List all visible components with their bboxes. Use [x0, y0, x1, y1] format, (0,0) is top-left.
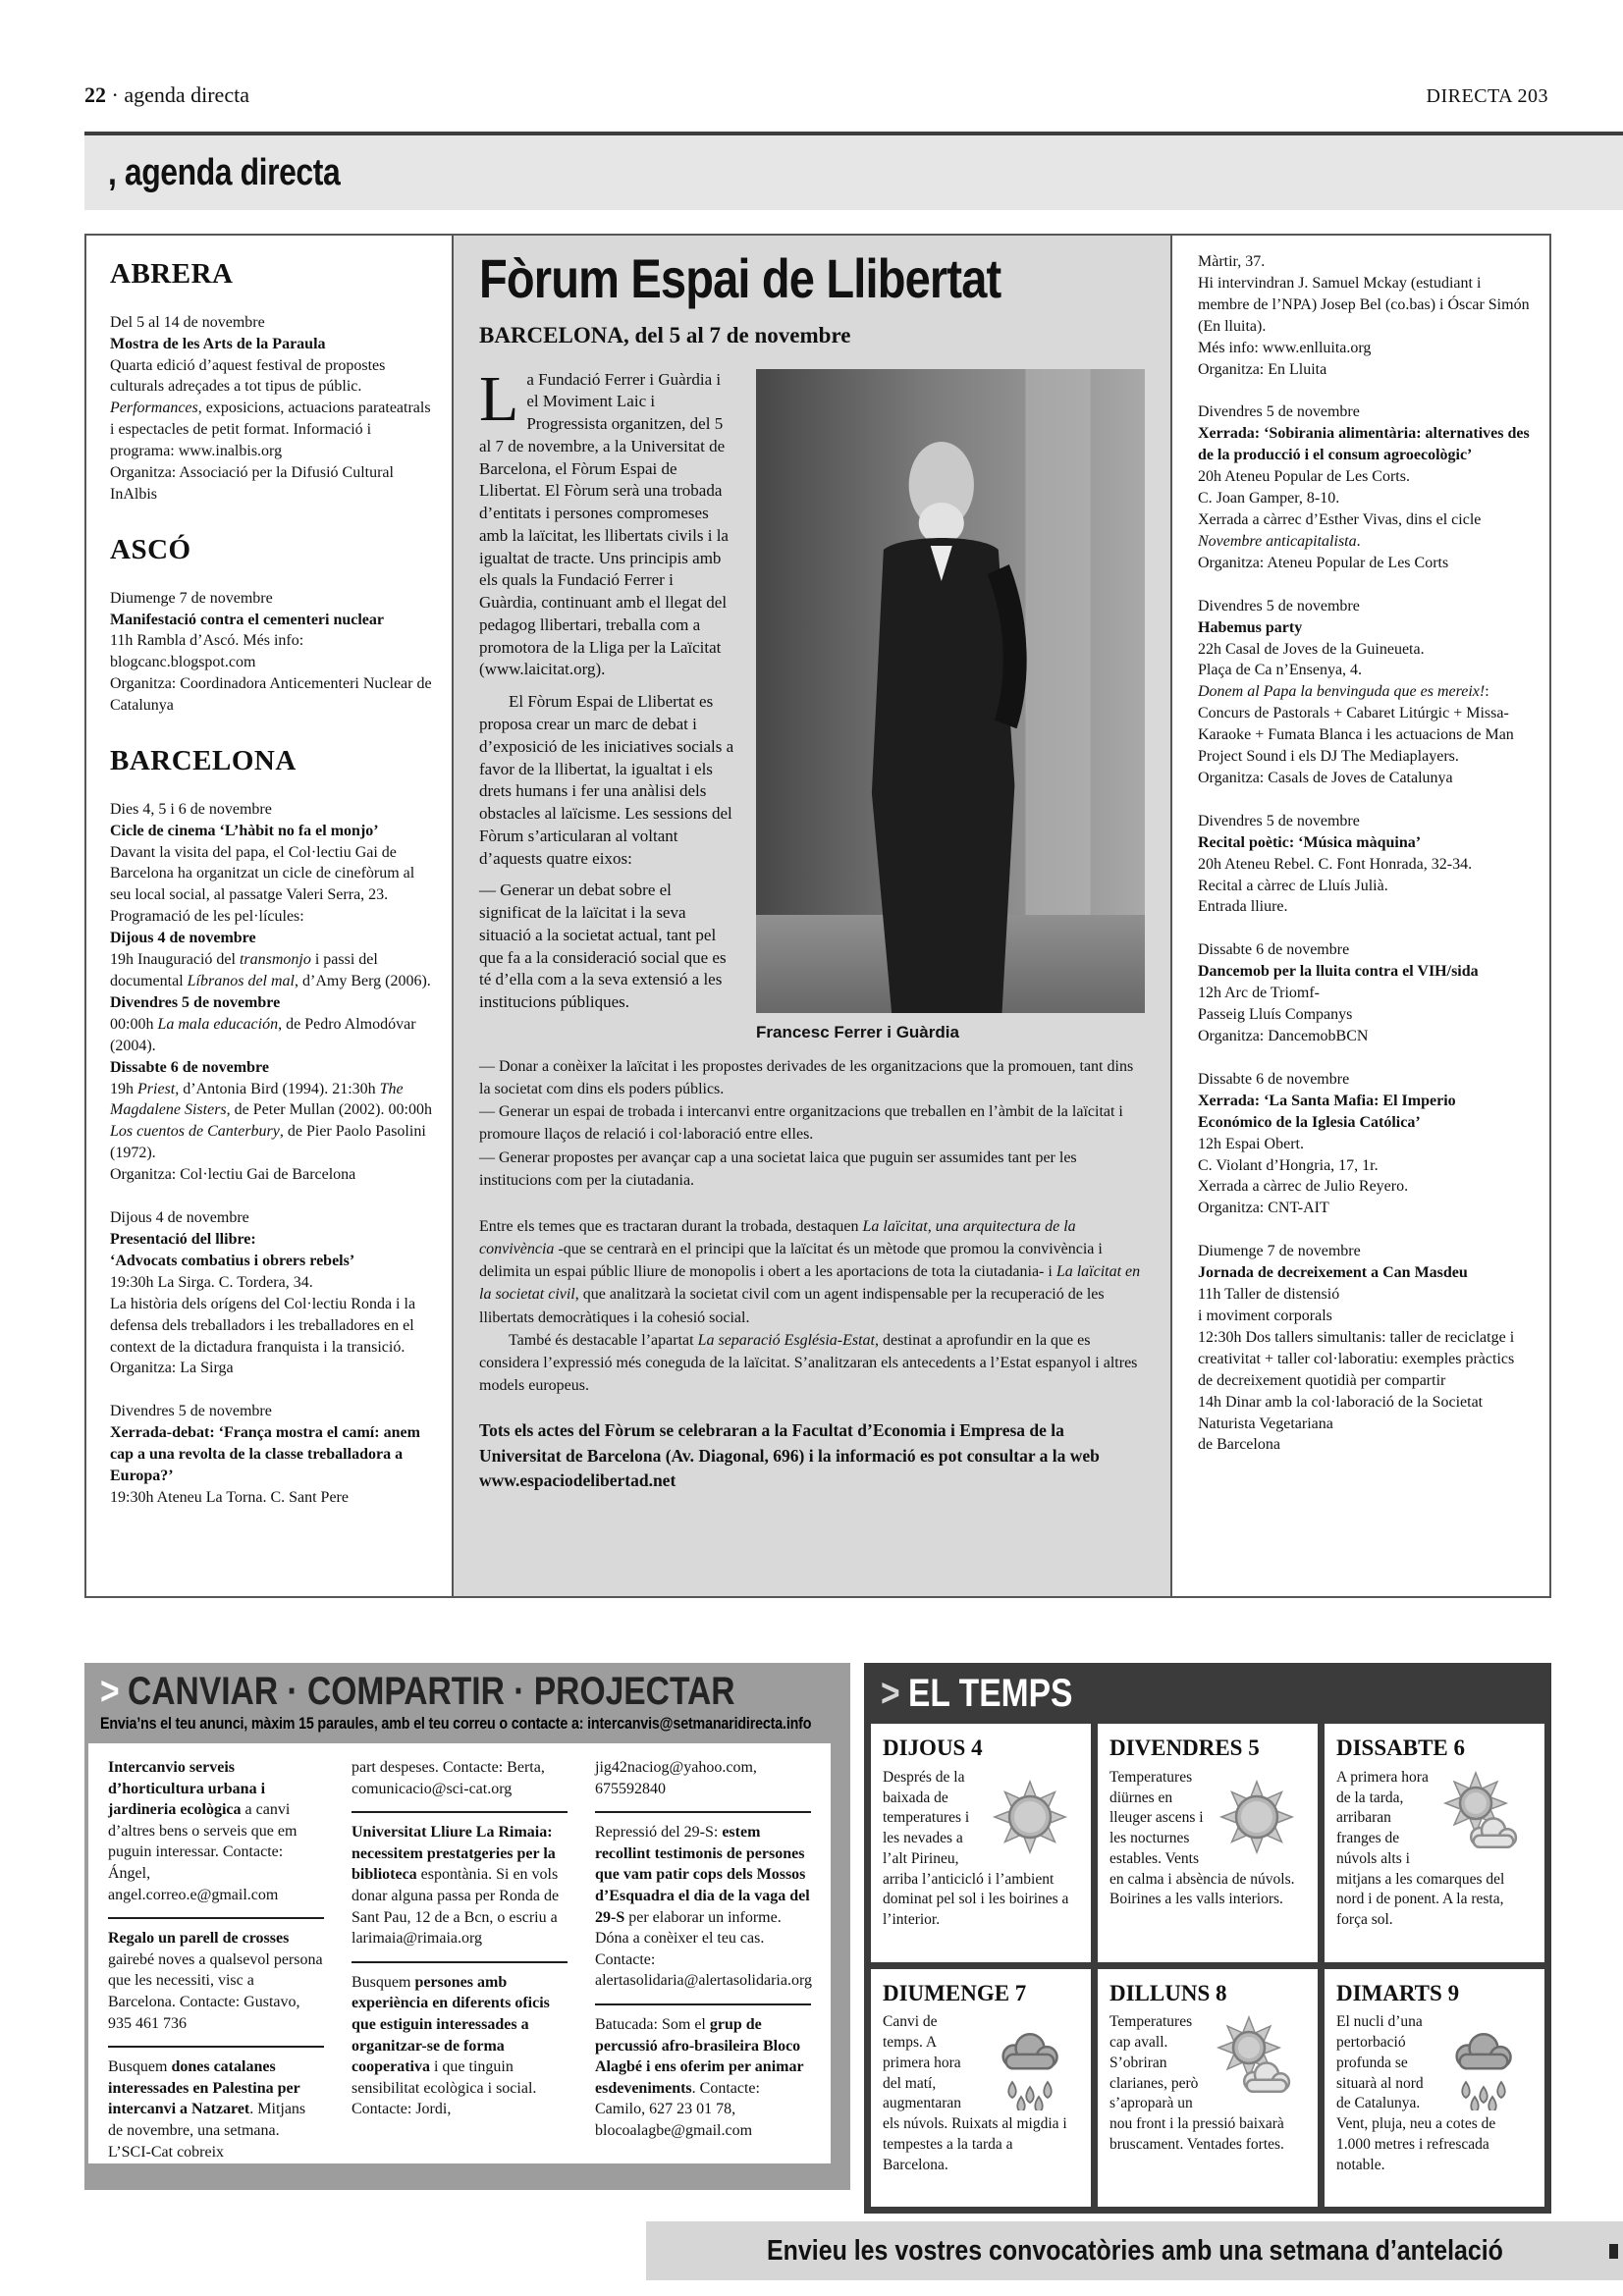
event-title: Recital poètic: ‘Música màquina’ [1198, 833, 1422, 851]
city-heading: ABRERA [110, 258, 234, 290]
event-title: Habemus party [1198, 618, 1303, 636]
classified-ad: Intercanvio serveis d’horticultura urbana i jardineria ecològica a canvi d’altres bens o serveis que em puguin interessar. Contacte: Ángel, angel.correo.e@gmail.com [108, 1757, 324, 1919]
event-listing [1198, 811, 1530, 919]
article-intro-paragraph [479, 362, 734, 682]
event-listing [1198, 1069, 1530, 1219]
rain-cloud-icon [981, 2012, 1079, 2110]
weather-forecast-text: A primera hora de la tarda, arribaran franges de núvols alts i mitjans a les comarques del nord i de ponent. A la resta, força sol. [1336, 1768, 1505, 1929]
weather-forecast-text: Temperatures cap avall. S’obriran clarianes, però s’aproparà un nou front i la pressió baixarà bruscament. Ventades fortes. [1109, 2013, 1284, 2153]
agenda-main [84, 234, 1551, 1598]
event-listing [1198, 939, 1530, 1047]
classified-ad: part despeses. Contacte: Berta, comunicacio@sci-cat.org [352, 1757, 568, 1813]
event-continuation: Màrtir, 37. Hi intervindran J. Samuel Mckay (estudiant i membre de l’NPA) Josep Bel (co.bas) i Óscar Simón (En lluita). Més info: www.enlluita.org Organitza: En Lluita [1198, 253, 1530, 378]
event-title: Cicle de cinema ‘L’hàbit no fa el monjo’ [110, 822, 379, 839]
event-title: Mostra de les Arts de la Paraula [110, 335, 326, 352]
event-details: 20h Ateneu Popular de Les Corts. C. Joan Gamper, 8-10. Xerrada a càrrec d’Esther Vivas, dins el cicle Novembre anticapitalista. Organitza: Ateneu Popular de Les Corts [1198, 468, 1482, 571]
event-listing [110, 312, 432, 506]
event-details: 12h Arc de Triomf- Passeig Lluís Companys Organitza: DancemobBCN [1198, 985, 1369, 1044]
page-number: 22 [84, 82, 106, 107]
francesc-ferrer-photo [756, 369, 1145, 1013]
weather-panel [864, 1663, 1551, 2214]
weather-forecast-text: Canvi de temps. A primera hora del matí, augmentaran els núvols. Ruixats al migdia i tempestes a la tarda a Barcelona. [883, 2013, 1067, 2173]
classifieds-body [88, 1743, 831, 2163]
event-details: 11h Taller de distensió i moviment corporals 12:30h Dos tallers simultanis: taller de reciclatge i creativitat + taller col·laboratiu: exemples pràctics de decreixement quotidià per compartir 14h Dinar amb la col·laboració de la Societat Naturista Vegetariana de Barcelona [1198, 1286, 1515, 1454]
classified-ad: Repressió del 29-S: estem recollint testimonis de persones que vam patir cops dels Mossos d’Esquadra el dia de la vaga del 29-S per elaborar un informe. Dóna a conèixer el teu cas. Contacte: alertasolidaria@alertasolidaria.org [595, 1813, 811, 2005]
classifieds-subtitle: Envia’ns el teu anunci, màxim 15 paraules, amb el teu correu o contacte a: intercanvis@setmanaridirecta.info [100, 1714, 812, 1733]
agenda-left-column [86, 236, 454, 1596]
article-intro-column [479, 362, 734, 1043]
footer-mark [1609, 2244, 1618, 2259]
page-number-section [84, 82, 249, 108]
weather-grid [871, 1724, 1544, 2207]
event-details: Quarta edició d’aquest festival de propostes culturals adreçades a tot tipus de públic. Performances, exposicions, actuacions parateatrals i espectacles de petit format. Informació i programa: www.inalbis.org Organitza: Associació per la Difusió Cultural InAlbis [110, 356, 431, 503]
weather-forecast-text: El nucli d’una pertorbació profunda se situarà al nord de Catalunya. Vent, pluja, neu a cotes de 1.000 metres i refrescada notable. [1336, 2013, 1496, 2173]
page-header [84, 82, 1548, 108]
paragraph-gap [479, 1192, 1145, 1215]
event-listing [1198, 401, 1530, 573]
weather-day-heading: DILLUNS 8 [1109, 1980, 1227, 2005]
classified-ad: Batucada: Som el grup de percussió afro-brasileira Bloco Alagbé i ens oferim per animar esdeveniments. Contacte: Camilo, 627 23 01 78, blocoalagbe@gmail.com [595, 2015, 804, 2139]
article-bullet: — Generar un debat sobre el significat de la laïcitat i la seva situació a la societat actual, tant pel que fa a la consideració social que es té d’ella com a la seva extensió a les institucions públiques. [479, 881, 727, 1012]
sun-icon [1208, 1768, 1306, 1866]
article-bullet: — Generar propostes per avançar cap a una societat laica que puguin ser assumides tant per les institucions com per la ciutadania. [479, 1148, 1077, 1189]
event-details: 20h Ateneu Rebel. C. Font Honrada, 32-34. Recital a càrrec de Lluís Julià. Entrada lliure. [1198, 855, 1473, 916]
intro-text: a Fundació Ferrer i Guàrdia i el Moviment Laic i Progressista organitzen, del 5 al 7 de novembre, a la Universitat de Barcelona, el Fòrum Espai de Llibertat. El Fòrum serà una trobada d’entitats i persones compromeses amb la laïcitat, les llibertats civils i la igualtat de tracte. Uns principis amb els quals la Fundació Ferrer i Guàrdia, continuant amb el llegat del pedagog llibertari, treballa com a promotora de la Lliga per la Laïcitat (www.laicitat.org). [479, 369, 729, 679]
weather-cell [1098, 1969, 1318, 2208]
event-listing [110, 1401, 432, 1509]
dropcap-letter: L [479, 362, 519, 435]
article-subtitle: BARCELONA, del 5 al 7 de novembre [479, 323, 851, 347]
issue-label: DIRECTA 203 [1426, 85, 1548, 107]
header-separator: · [111, 82, 119, 107]
event-details: 12h Espai Obert. C. Violant d’Hongria, 17, 1r. Xerrada a càrrec de Julio Reyero. Organitza: CNT-AIT [1198, 1135, 1409, 1217]
weather-day-heading: DIUMENGE 7 [883, 1980, 1027, 2005]
classified-ad: Busquem persones amb experiència en diferents oficis que estiguin interessades a organitzar-se de forma cooperativa i que tinguin sensibilitat ecològica i social. Contacte: Jordi, [352, 1973, 550, 2118]
article-closing-note: Tots els actes del Fòrum se celebraran a la Facultat d’Economia i Empresa de la Universitat de Barcelona (Av. Diagonal, 696) i la informació es pot consultar a la web www.espaciodelibertad.net [479, 1420, 1100, 1491]
weather-day-heading: DISSABTE 6 [1336, 1735, 1466, 1760]
event-date: Divendres 5 de novembre [1198, 812, 1360, 829]
weather-cell [1098, 1724, 1318, 1962]
event-title: Presentació del llibre: ‘Advocats combatius i obrers rebels’ [110, 1230, 355, 1269]
weather-cell [871, 1724, 1091, 1962]
event-title: Dancemob per la lluita contra el VIH/sida [1198, 963, 1479, 981]
classifieds-column [108, 1757, 324, 2163]
article-panel [454, 236, 1172, 1596]
agenda-right-column [1172, 236, 1549, 1596]
event-date: Divendres 5 de novembre [110, 1403, 272, 1420]
article-paragraph: El Fòrum Espai de Llibertat es proposa crear un marc de debat i d’exposició de les iniciatives socials a favor de la llibertat, la igualtat i els drets humans i fer una anàlisi dels obstacles al laïcisme. Les sessions del Fòrum s’articularan al voltant d’aquests quatre eixos: [479, 692, 734, 868]
event-date: Diumenge 7 de novembre [1198, 1243, 1361, 1260]
footer-banner [646, 2221, 1623, 2280]
event-date: Dissabte 6 de novembre [1198, 941, 1350, 959]
rain-cloud-icon [1434, 2012, 1533, 2110]
weather-cell [1325, 1969, 1544, 2208]
photo-caption: Francesc Ferrer i Guàrdia [756, 1022, 959, 1041]
weather-title: EL TEMPS [908, 1671, 1073, 1715]
weather-forecast-text: Temperatures diürnes en lleuger ascens i les nocturnes estables. Vents en calma i absència de núvols. Boirines a les valls interiors. [1109, 1768, 1295, 1908]
weather-day-heading: DIVENDRES 5 [1109, 1735, 1260, 1760]
article-bullet: — Donar a conèixer la laïcitat i les propostes derivades de les organitzacions que la promouen, tant dins la societat com dins els poders públics. [479, 1057, 1134, 1097]
article-photo-block [756, 369, 1145, 1043]
event-title: Xerrada-debat: ‘França mostra el camí: anem cap a una revolta de la classe treballadora a Europa?’ [110, 1424, 420, 1485]
classifieds-panel [84, 1663, 850, 2190]
event-date: Dies 4, 5 i 6 de novembre [110, 800, 272, 818]
classified-ad: jig42naciog@yahoo.com, 675592840 [595, 1757, 811, 1813]
classifieds-title: CANVIAR · COMPARTIR · PROJECTAR [128, 1670, 735, 1713]
event-listing [1198, 1241, 1530, 1456]
classified-ad: Busquem dones catalanes interessades en Palestina per intercanvi a Natzaret. Mitjans de novembre, una setmana. L’SCI-Cat cobreix [108, 2058, 306, 2161]
event-date: Del 5 al 14 de novembre [110, 313, 265, 331]
event-title: Xerrada: ‘Sobirania alimentària: alternatives des de la producció i el consum agroecològic’ [1198, 425, 1530, 464]
event-title: Xerrada: ‘La Santa Mafia: El Imperio Económico de la Iglesia Católica’ [1198, 1092, 1456, 1131]
weather-cell [871, 1969, 1091, 2208]
event-details: 19:30h La Sirga. C. Tordera, 34. La història dels orígens del Col·lectiu Ronda i la defensa dels treballadors i les treballadores en el context de la dictadura franquista i la transició. Organitza: La Sirga [110, 1273, 416, 1377]
weather-cell [1325, 1724, 1544, 1962]
weather-header [871, 1663, 1544, 1724]
weather-forecast-text: Després de la baixada de temperatures i les nevades a l’alt Pirineu, arriba l’anticicló i l’ambient dominat pel sol i les boirines a l’interior. [883, 1768, 1069, 1929]
article-bullet: — Generar un espai de trobada i intercanvi entre organitzacions que treballen en l’àmbit de la laïcitat i promoure llaços de relació i col·laboració entre elles. [479, 1103, 1123, 1144]
event-title: Manifestació contra el cementeri nuclear [110, 611, 385, 628]
section-title: , agenda directa [108, 151, 341, 193]
event-title: Jornada de decreixement a Can Masdeu [1198, 1264, 1468, 1282]
city-heading: BARCELONA [110, 745, 297, 777]
classified-ad: Universitat Lliure La Rimaia: necessitem prestatgeries per la biblioteca espontània. Si en vols donar alguna passa per Ronda de Sant Pau, 12 de a Bcn, o escriu a larimaia@rimaia.org [352, 1813, 568, 1963]
sun-icon [981, 1768, 1079, 1866]
city-heading: ASCÓ [110, 533, 191, 565]
weather-day-heading: DIMARTS 9 [1336, 1980, 1460, 2005]
classifieds-column [352, 1757, 568, 2163]
classified-ad: Regalo un parell de crosses gairebé noves a qualsevol persona que les necessiti, visc a Barcelona. Contacte: Gustavo, 935 461 736 [108, 1919, 324, 2048]
event-date: Divendres 5 de novembre [1198, 403, 1360, 421]
chevron-right-icon: > [100, 1670, 120, 1713]
event-listing [110, 799, 432, 1186]
section-title-bar [84, 135, 1623, 210]
chevron-right-icon: > [881, 1671, 900, 1715]
event-details: 22h Casal de Joves de la Guineueta. Plaça de Ca n’Ensenya, 4. Donem al Papa la benvinguda que es mereix!: Concurs de Pastorals + Cabaret Litúrgic + Missa-Karaoke + Fumata Blanca i les actuacions de Man Project Sound i els DJ The Mediaplayers. Organitza: Casals de Joves de Catalunya [1198, 640, 1514, 786]
event-date: Divendres 5 de novembre [1198, 597, 1360, 614]
event-listing [1198, 596, 1530, 789]
article-paragraph: Entre els temes que es tractaran durant la trobada, destaquen La laïcitat, una arquitectura de la convivència -que se centrarà en el principi que la laïcitat és un mètode que promou la convivència i delimita un espai públic lliure de monopolis i obert a les aportacions de tota la ciutadania- i La laïcitat en la societat civil, que analitzarà la societat civil com un agent indispensable per la recuperació de les llibertats democràtiques i la cohesió social. [479, 1217, 1141, 1326]
event-date: Dijous 4 de novembre [110, 1209, 249, 1227]
article-title: Fòrum Espai de Llibertat [479, 247, 1001, 309]
event-date: Dissabte 6 de novembre [1198, 1070, 1350, 1088]
classifieds-header [84, 1663, 850, 1737]
header-section-label: agenda directa [124, 82, 249, 107]
event-listing [110, 588, 432, 717]
classifieds-column [595, 1757, 811, 2163]
weather-day-heading: DIJOUS 4 [883, 1735, 983, 1760]
event-date: Diumenge 7 de novembre [110, 589, 273, 607]
sun-behind-cloud-icon [1434, 1768, 1533, 1866]
footer-text: Envieu les vostres convocatòries amb una setmana d’antelació [766, 2234, 1503, 2267]
event-details: 11h Rambla d’Ascó. Més info: blogcanc.blogspot.com Organitza: Coordinadora Anticementeri Nuclear de Catalunya [110, 632, 432, 715]
article-paragraph: També és destacable l’apartat La separació Església-Estat, destinat a aprofundir en la que es considera l’expressió més coneguda de la laïcitat. S’analitzaran els antecedents a l’Estat espanyol i altres models europeus. [479, 1331, 1138, 1395]
event-details: 19:30h Ateneu La Torna. C. Sant Pere [110, 1488, 349, 1506]
event-listing [110, 1207, 432, 1379]
sun-behind-cloud-icon [1208, 2012, 1306, 2110]
event-details: Davant la visita del papa, el Col·lectiu Gai de Barcelona ha organitzat un cicle de cinefòrum al seu local social, al passatge Valeri Serra, 23. Programació de les pel·lícules: Dijous 4 de novembre 19h Inauguració del transmonjo i passi del documental Líbranos del mal, d’Amy Berg (2006). Divendres 5 de novembre 00:00h La mala educación, de Pedro Almodóvar (2004). Dissabte 6 de novembre 19h Priest, d’Antonia Bird (1994). 21:30h The Magdalene Sisters, de Peter Mullan (2002). 00:00h Los cuentos de Canterbury, de Pier Paolo Pasolini (1972). Organitza: Col·lectiu Gai de Barcelona [110, 843, 432, 1184]
article-body-wide [479, 1055, 1145, 1398]
